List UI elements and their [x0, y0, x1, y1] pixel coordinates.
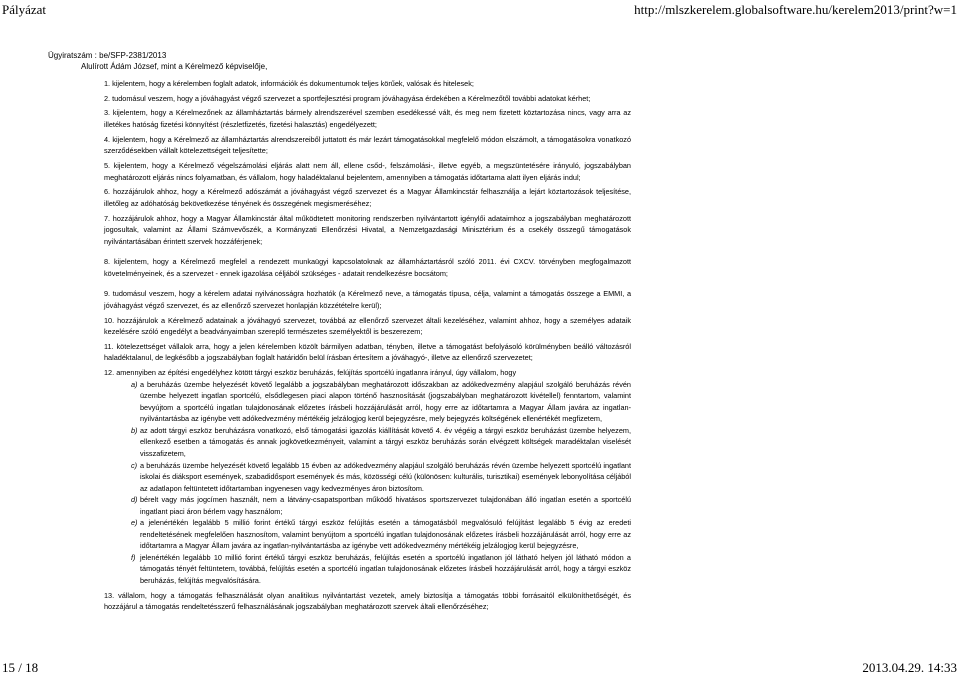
- declaration-body: hozzájárulok a Kérelmező adatainak a jóváhagyó szervezet, továbbá az ellenőrző szervezet általi kezeléséhez, valamint ahhoz, hogy a személyes adataik kezelésére szóló engedélyt a beadványaimban szereplő természetes személyektől is beszerezem;: [104, 315, 632, 337]
- sub-letter: c): [131, 460, 138, 470]
- declaration-body: amennyiben az építési engedélyhez kötött tárgyi eszköz beruházás, felújítás sportcélú ingatlanra irányul, úgy vállalom, hogy: [116, 368, 517, 378]
- declaration-text: [104, 213, 631, 248]
- declaration-number: 13.: [104, 590, 115, 600]
- sub-item: [104, 379, 631, 425]
- sub-item: [104, 552, 631, 587]
- declaration-item: [104, 256, 631, 279]
- declaration-number: 6.: [104, 187, 111, 197]
- declaration-body: hozzájárulok ahhoz, hogy a Kérelmező adószámát a jóváhagyást végző szervezet és a Magyar Államkincstár felhasználja a lejárt köztartozások teljesítése, illetőleg az adóhatóság bekövetkezése tényének és összegének megismeréséhez;: [104, 187, 631, 208]
- declaration-item: [104, 107, 631, 130]
- declaration-number: 1.: [104, 79, 111, 88]
- sub-letter: d): [131, 495, 138, 505]
- declaration-number: 11.: [104, 341, 114, 351]
- page-title: Pályázat: [2, 2, 47, 17]
- sub-body: bérelt vagy más jogcímen használt, nem a látvány-csapatsportban működő hivatásos sportszervezet tulajdonában álló ingatlan esetén a sportcélú ingatlant piaci áron bérlem vagy használom;: [140, 495, 631, 516]
- declaration-body: kijelentem, hogy a Kérelmezőnek az államháztartás bármely alrendszerével szemben esedékessé vált, és meg nem fizetett köztartozása nincs, vagy arra az illetékes hatóság fizetési könnyítést (részletfizetés, fizetési halasztás) engedélyezett;: [104, 108, 631, 130]
- declaration-text: [104, 186, 631, 209]
- declaration-text: [104, 256, 631, 279]
- declaration-number: 12.: [104, 368, 115, 378]
- declaration-text: [104, 78, 631, 90]
- declaration-item: [104, 341, 631, 364]
- declaration-text: [104, 134, 631, 157]
- sub-body: a beruházás üzembe helyezését követő legalább a jogszabályban meghatározott időszakban az adókedvezmény alapjául szolgáló beruházás révén üzembe helyezett ingatlan sportcélú, elsődlegesen piaci alapon történő hasznosítását (jogszabályban meghatározott kivétellel) fenntartom, valamint bevyújtom a sportcélú ingatlan tulajdonosának előzetes írásbeli hozzájárulását arról, hogy erre az időtartamra a Magyar Állam javára az ingatlan-nyilvántartásba az igénybe vett adókedvezmény mértékéig jelzálogjog kerül bejegyzésre, mely bejegyzés költségének ellenértékét megfizetem,: [140, 379, 631, 424]
- declaration-number: 10.: [104, 315, 115, 325]
- sub-body: a jelenértékén legalább 5 millió forint értékű tárgyi eszköz felújítás esetén a támogatásból megvalósuló felújítást legalább 5 évig az eredeti rendeltetésének megfelelően hasznosítom, valamint benyújtom a sportcélú ingatlan tulajdonosának előzetes írásbeli hozzájárulását arról, hogy erre az időtartamra a Magyar Állam javára az ingatlan-nyilvántartásba az igénybe vett adókedvezmény mértékéig jelzálogjog kerül bejegyzésre,: [140, 518, 631, 551]
- declaration-item: [104, 78, 631, 90]
- declaration-item: [104, 134, 631, 157]
- signatory-line: Alulírott Ádám József, mint a Kérelmező képviselője,: [81, 62, 268, 71]
- declaration-item: [104, 367, 631, 586]
- declaration-text: [104, 590, 631, 613]
- declaration-body: kötelezettséget vállalok arra, hogy a jelen kérelemben közölt bármilyen adatban, tényben, illetve a támogatást befolyásoló körülményben beálló változásról haladéktalanul, de legkésőbb a jogszabályban foglalt határidőn belül írásban értesítem a jóváhagyó-, illetve az ellenőrző szervezetet;: [104, 341, 631, 363]
- declaration-text: [104, 341, 631, 364]
- declaration-item: [104, 288, 631, 311]
- declaration-text: [104, 93, 631, 105]
- declaration-item: [104, 590, 631, 613]
- sub-list: [104, 379, 631, 587]
- declaration-text: [104, 107, 631, 130]
- sub-letter: b): [131, 425, 138, 435]
- declaration-number: 9.: [104, 289, 111, 299]
- declaration-item: [104, 160, 631, 183]
- sub-letter: e): [131, 518, 138, 528]
- sub-body: a beruházás üzembe helyezését követő legalább 15 évben az adókedvezmény alapjául szolgáló beruházás révén üzembe helyezett sportcélú ingatlant iskolai és diáksport események, szabadidősport események és más, közösségi célú (különösen: kulturális, turisztikai) események lebonyolítása céljából az adatlapon feltüntetett időtartamban ingyenesen vagy kedvezményes áron biztosítom.: [140, 460, 631, 493]
- declaration-body: kijelentem, hogy a Kérelmező az államháztartás alrendszereiből juttatott és már lezárt támogatásokkal megfelelő módon elszámolt, a támogatásokra vonatkozó szerződésekben vállalt kötelezettségeit teljesítette;: [104, 134, 631, 156]
- declaration-number: 4.: [104, 134, 111, 144]
- sub-letter: a): [131, 379, 138, 389]
- declaration-item: [104, 93, 631, 105]
- declaration-number: 2.: [104, 93, 111, 103]
- declaration-body: hozzájárulok ahhoz, hogy a Magyar Államkincstár által működtetett monitoring rendszerben nyilvántartott igénylői adataimhoz a jogszabályban meghatározott jogosultak, valamint az Állami Számvevőszék, a Kormányzati Ellenőrzési Hivatal, a Nemzetgazdasági Minisztérium és a csekély összegű támogatások nyilvántartásában érintett szervek hozzáférjenek;: [104, 213, 631, 246]
- sub-item: [104, 425, 631, 460]
- declaration-number: 3.: [104, 108, 111, 118]
- case-block: [48, 50, 898, 72]
- declaration-text: [104, 367, 631, 379]
- declaration-body: vállalom, hogy a támogatás felhasználását olyan analitikus nyilvántartást vezetek, amely biztosítja a támogatás többi forrásaitól elkülöníthetőségét, és hozzájárul a támogatás rendeltetésszerű felhasználásának jogszabályban meghatározott szervek általi ellenőrzéséhez;: [104, 590, 632, 612]
- page-counter: 15 / 18: [2, 660, 39, 675]
- case-number: Ügyiratszám : be/SFP-2381/2013: [48, 51, 167, 60]
- declaration-list: [104, 78, 631, 616]
- declaration-body: tudomásul veszem, hogy a kérelem adatai nyilvánosságra hozhatók (a Kérelmező neve, a támogatás típusa, célja, valamint a támogatás összege a EMMI, a jóváhagyást végző szervezet, és az ellenőrző szervezet honlapján közzétételre kerül);: [104, 289, 632, 310]
- declaration-body: tudomásul veszem, hogy a jóváhagyást végző szervezet a sportfejlesztési program jóváhagyása érdekében a Kérelmezőtől további adatokat kérhet;: [112, 93, 591, 103]
- declaration-body: kijelentem, hogy a Kérelmező megfelel a rendezett munkaügyi kapcsolatoknak az államháztartásról szóló 2011. évi CXCV. törvényben megfogalmazott követelményeinek, és a szervezet - ennek igazolása céljából szükséges - adatait rendelkezésre bocsátom;: [104, 257, 631, 278]
- declaration-text: [104, 315, 631, 338]
- page-url[interactable]: http://mlszkerelem.globalsoftware.hu/kerelem2013/print?w=1: [634, 2, 957, 17]
- sub-body: az adott tárgyi eszköz beruházásra vonatkozó, első támogatási igazolás kiállítását követő 4. év végéig a tárgyi eszköz beruházást üzembe helyezem, ellenkező esetben a támogatás és annak jogkövetkezményeit, valamint a tárgyi eszköz beruházás során elvégzett költségek maradéktalan viselését visszafizetem,: [140, 425, 631, 458]
- sub-item: [104, 494, 631, 517]
- declaration-number: 8.: [104, 257, 111, 267]
- declaration-text: [104, 160, 631, 183]
- declaration-item: [104, 213, 631, 248]
- declaration-number: 7.: [104, 213, 111, 223]
- declaration-body: kijelentem, hogy a kérelemben foglalt adatok, információk és dokumentumok teljes körűek, valósak és hitelesek;: [112, 79, 474, 88]
- declaration-item: [104, 315, 631, 338]
- sub-letter: f): [131, 552, 136, 562]
- declaration-item: [104, 186, 631, 209]
- sub-body: jelenértékén legalább 10 millió forint értékű tárgyi eszköz beruházás, felújítás esetén a sportcélú ingatlanon jól látható helyen jól látható módon a támogatás tényét feltüntetem, továbbá, felújítás esetén a sportcélú ingatlan tulajdonosának előzetes írásbeli hozzájárulását arról, hogy a tárgyi eszköz beruházás, felújítás megvalósítására.: [140, 552, 631, 586]
- browser-print-footer: [0, 660, 959, 676]
- sub-item: [104, 517, 631, 552]
- declaration-text: [104, 288, 631, 311]
- declaration-body: kijelentem, hogy a Kérelmező végelszámolási eljárás alatt nem áll, ellene csőd-, felszámolási-, illetve egyéb, a megszüntetésére irányuló, jogszabályban meghatározott eljárás nincs folyamatban, és vállalom, hogy haladéktalanul bejelentem, amennyiben a támogatás időtartama alatt ilyen eljárás indul;: [104, 161, 631, 182]
- browser-print-header: [0, 2, 959, 18]
- print-datetime: 2013.04.29. 14:33: [862, 660, 957, 675]
- sub-item: [104, 460, 631, 495]
- declaration-number: 5.: [104, 161, 111, 171]
